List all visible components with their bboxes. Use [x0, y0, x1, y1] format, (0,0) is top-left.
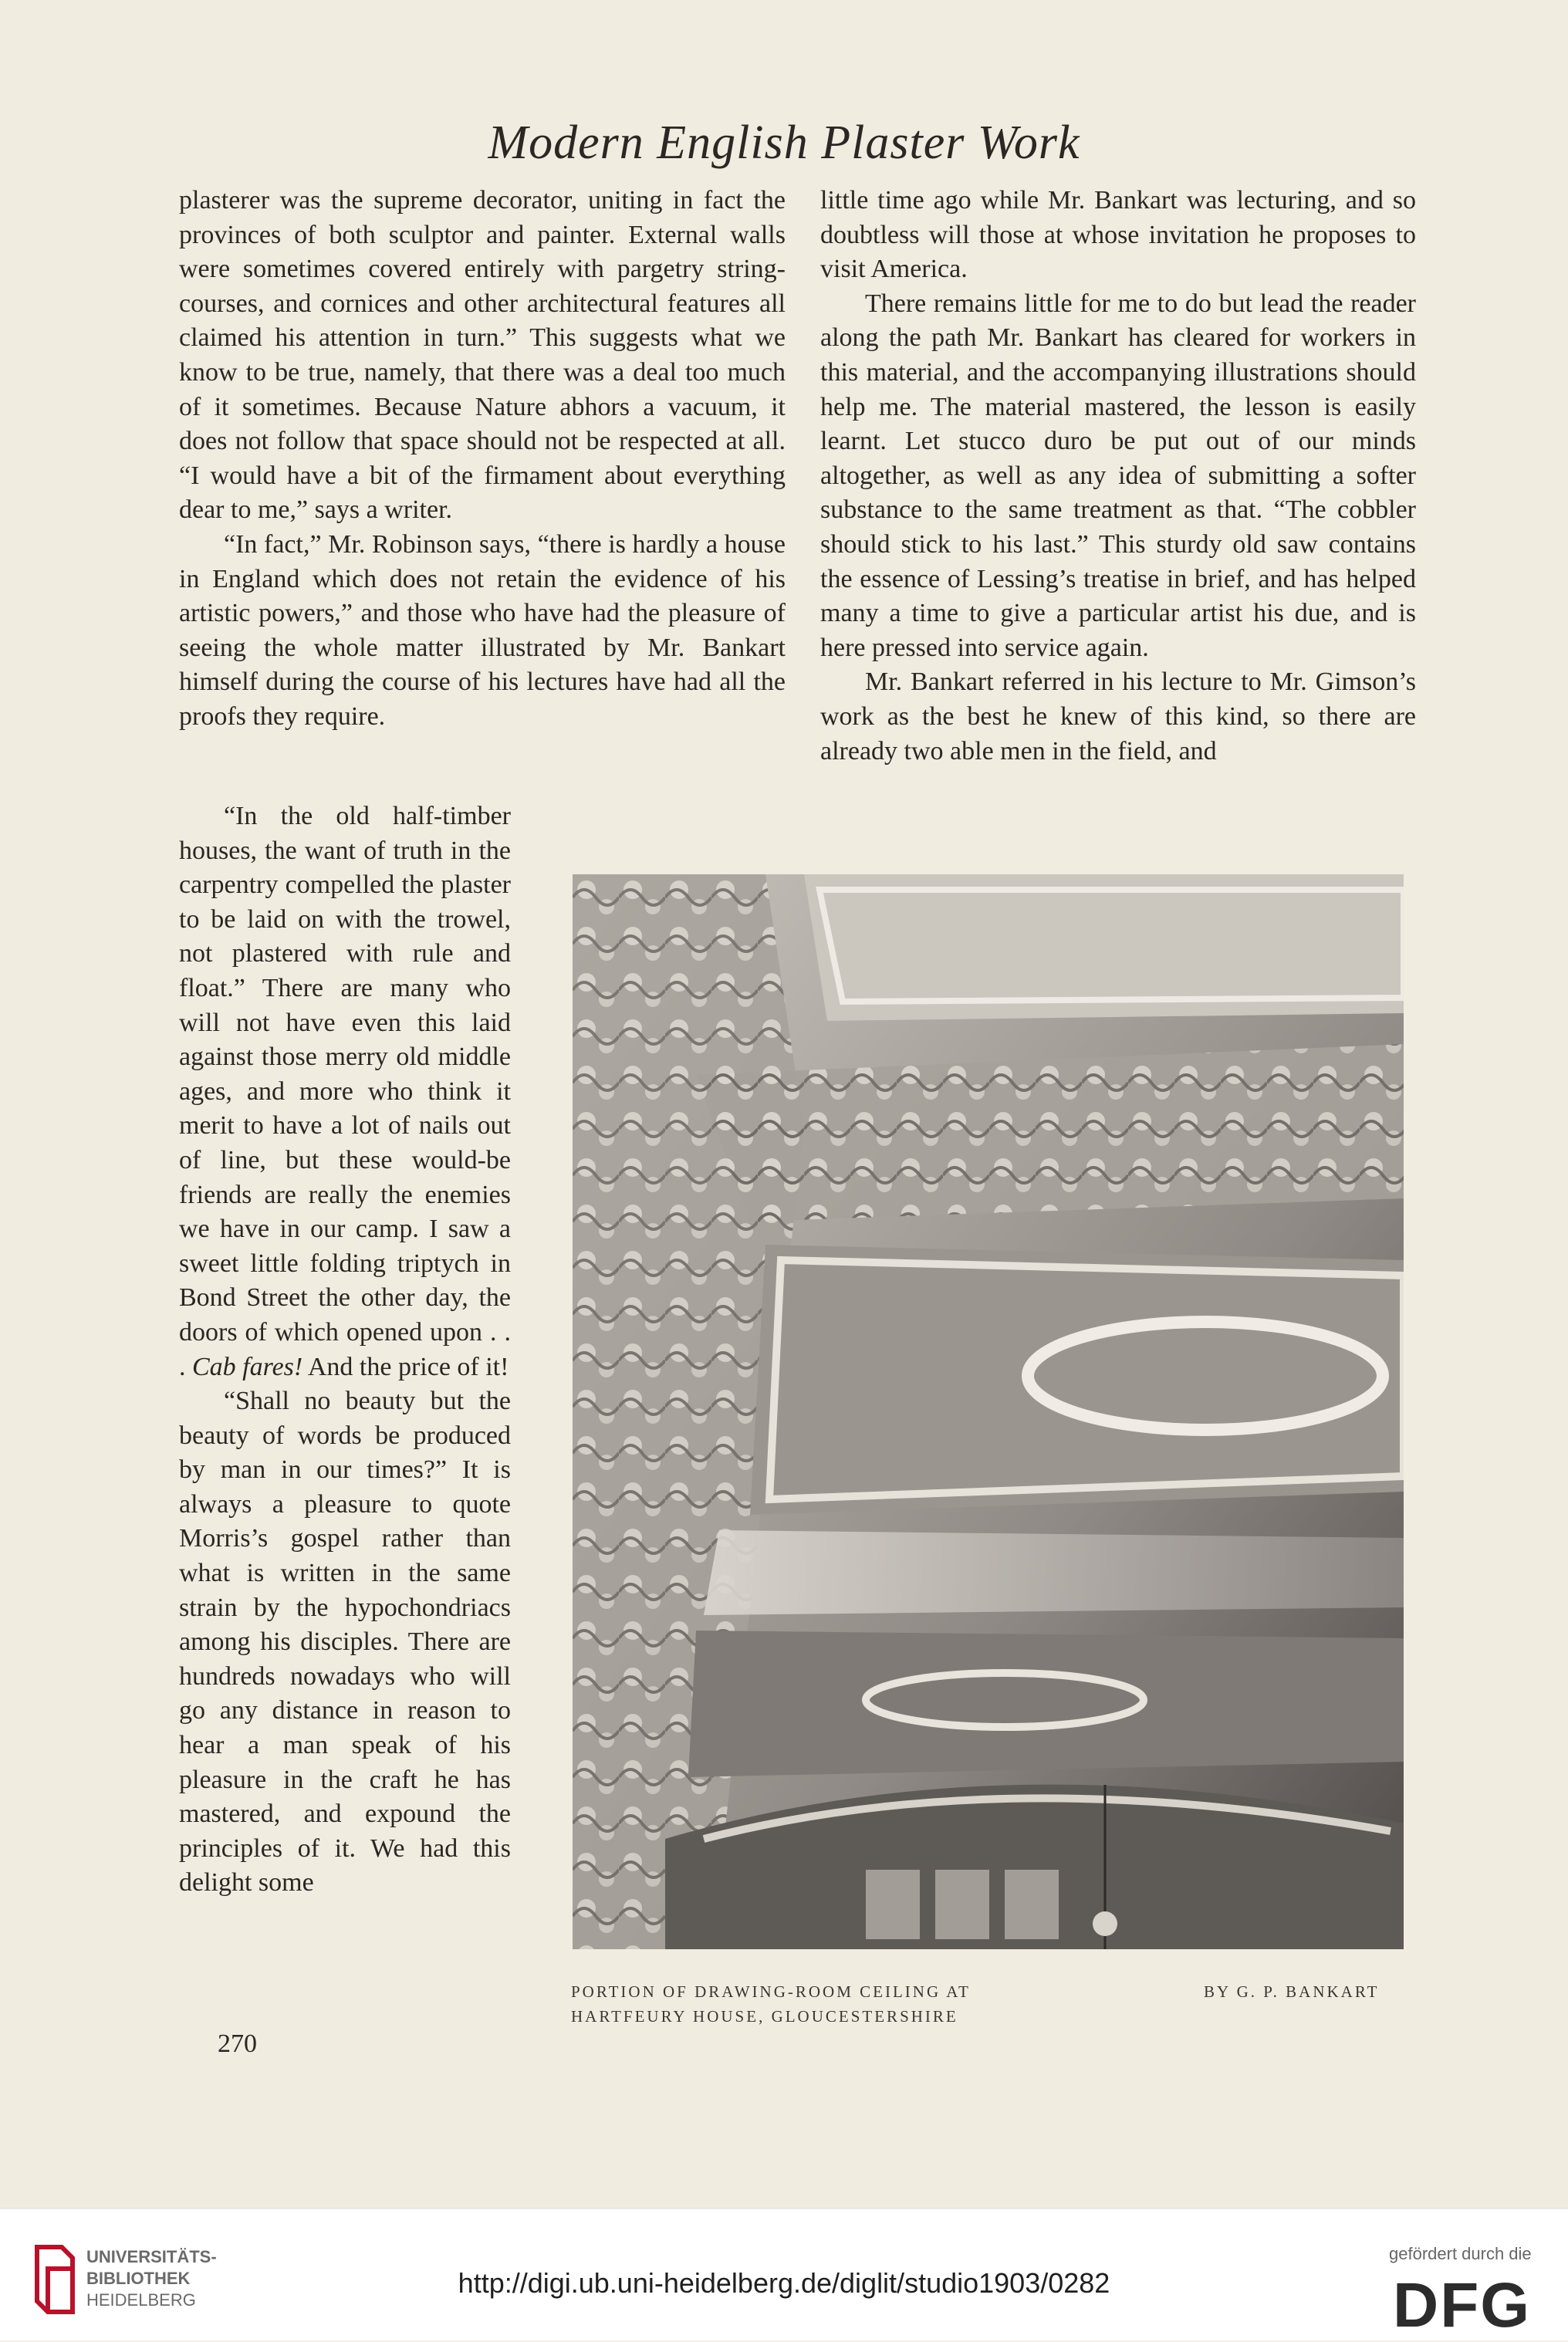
paragraph: Mr. Bankart referred in his lecture to Mr. Gimson’s work as the best he knew of this kind, so there are already two able men in the field, and [820, 667, 1416, 765]
ceiling-illustration [573, 874, 1404, 1949]
left-column-top [179, 184, 786, 735]
digitization-footer [0, 2207, 1568, 2340]
library-name-line: UNIVERSITÄTS- [86, 2247, 217, 2266]
right-column-top [820, 184, 1416, 769]
source-url-link[interactable]: http://digi.ub.uni-heidelberg.de/diglit/studio1903/0282 [458, 2267, 1110, 2299]
funding-label: gefördert durch die [1389, 2244, 1532, 2263]
caption-line: PORTION OF DRAWING-ROOM CEILING AT [571, 1982, 971, 2001]
figure-credit: BY G. P. BANKART [1204, 1982, 1380, 2001]
page-number: 270 [218, 2029, 257, 2058]
paragraph [179, 799, 511, 1384]
paragraph: There remains little for me to do but lead the reader along the path Mr. Bankart has cleared for workers in this material, and the accompanying illustrations should help me. The material mastered, the lesson is easily learnt. Let stucco duro be put out of our minds altogether, as well as any idea of submitting a softer substance to the same treatment as that. “The cobbler should stick to his last.” This sturdy old saw contains the essence of Lessing’s treatise in brief, and has helped many a time to give a particular artist his due, and is here pressed into service again. [820, 289, 1416, 662]
paragraph: “In fact,” Mr. Robinson says, “there is hardly a house in England which does not retain the evidence of his artistic powers,” and those who have had the pleasure of seeing the whole matter illustrated by Mr. Bankart himself during the course of his lectures have had all the proofs they require. [179, 529, 786, 731]
ceiling-photograph [573, 874, 1404, 1949]
emphasis: Cab fares! [192, 1352, 303, 1381]
paragraph: “Shall no beauty but the beauty of words be produced by man in our times?” It is always a pleasure to quote Morris’s gospel rather than what is written in the same strain by the hypochondriacs among his disciples. There are hundreds nowadays who will go any distance in reason to hear a man speak of his pleasure in the craft he has mastered, and expound the principles of it. We had this delight some [179, 1387, 511, 1898]
running-head: Modern English Plaster Work [488, 117, 1080, 169]
text-run: And the price of it! [302, 1352, 509, 1381]
caption-line: HARTFEURY HOUSE, GLOUCESTERSHIRE [571, 2007, 958, 2026]
library-name-line: HEIDELBERG [86, 2290, 196, 2310]
narrow-column [179, 799, 511, 1901]
dfg-logo: DFG [1393, 2270, 1532, 2340]
text-run: “In the old half-timber houses, the want of truth in the carpentry compelled the plaster to be laid on with the trowel, not plastered with rule and float.” There are many who will not have even this laid against those merry old middle ages, and more who think it merit to have a lot of nails out of line, but these would-be friends are really the enemies we have in our camp. I saw a sweet little folding triptych in Bond Street the other day, the doors of which opened upon . . . [179, 802, 511, 1381]
paragraph: plasterer was the supreme decorator, uniting in fact the provinces of both sculptor and painter. External walls were sometimes covered entirely with pargetry string-courses, and cornices and other architectural features all claimed his attention in turn.” This suggests what we know to be true, namely, that there was a deal too much of it sometimes. Because Nature abhors a vacuum, it does not follow that space should not be respected at all. “I would have a bit of the firmament about everything dear to me,” says a writer. [179, 186, 786, 525]
paragraph: little time ago while Mr. Bankart was lecturing, and so doubtless will those at whose invitation he proposes to visit America. [820, 186, 1416, 284]
figure-caption [571, 1979, 971, 2029]
library-name-line: BIBLIOTHEK [86, 2269, 191, 2288]
